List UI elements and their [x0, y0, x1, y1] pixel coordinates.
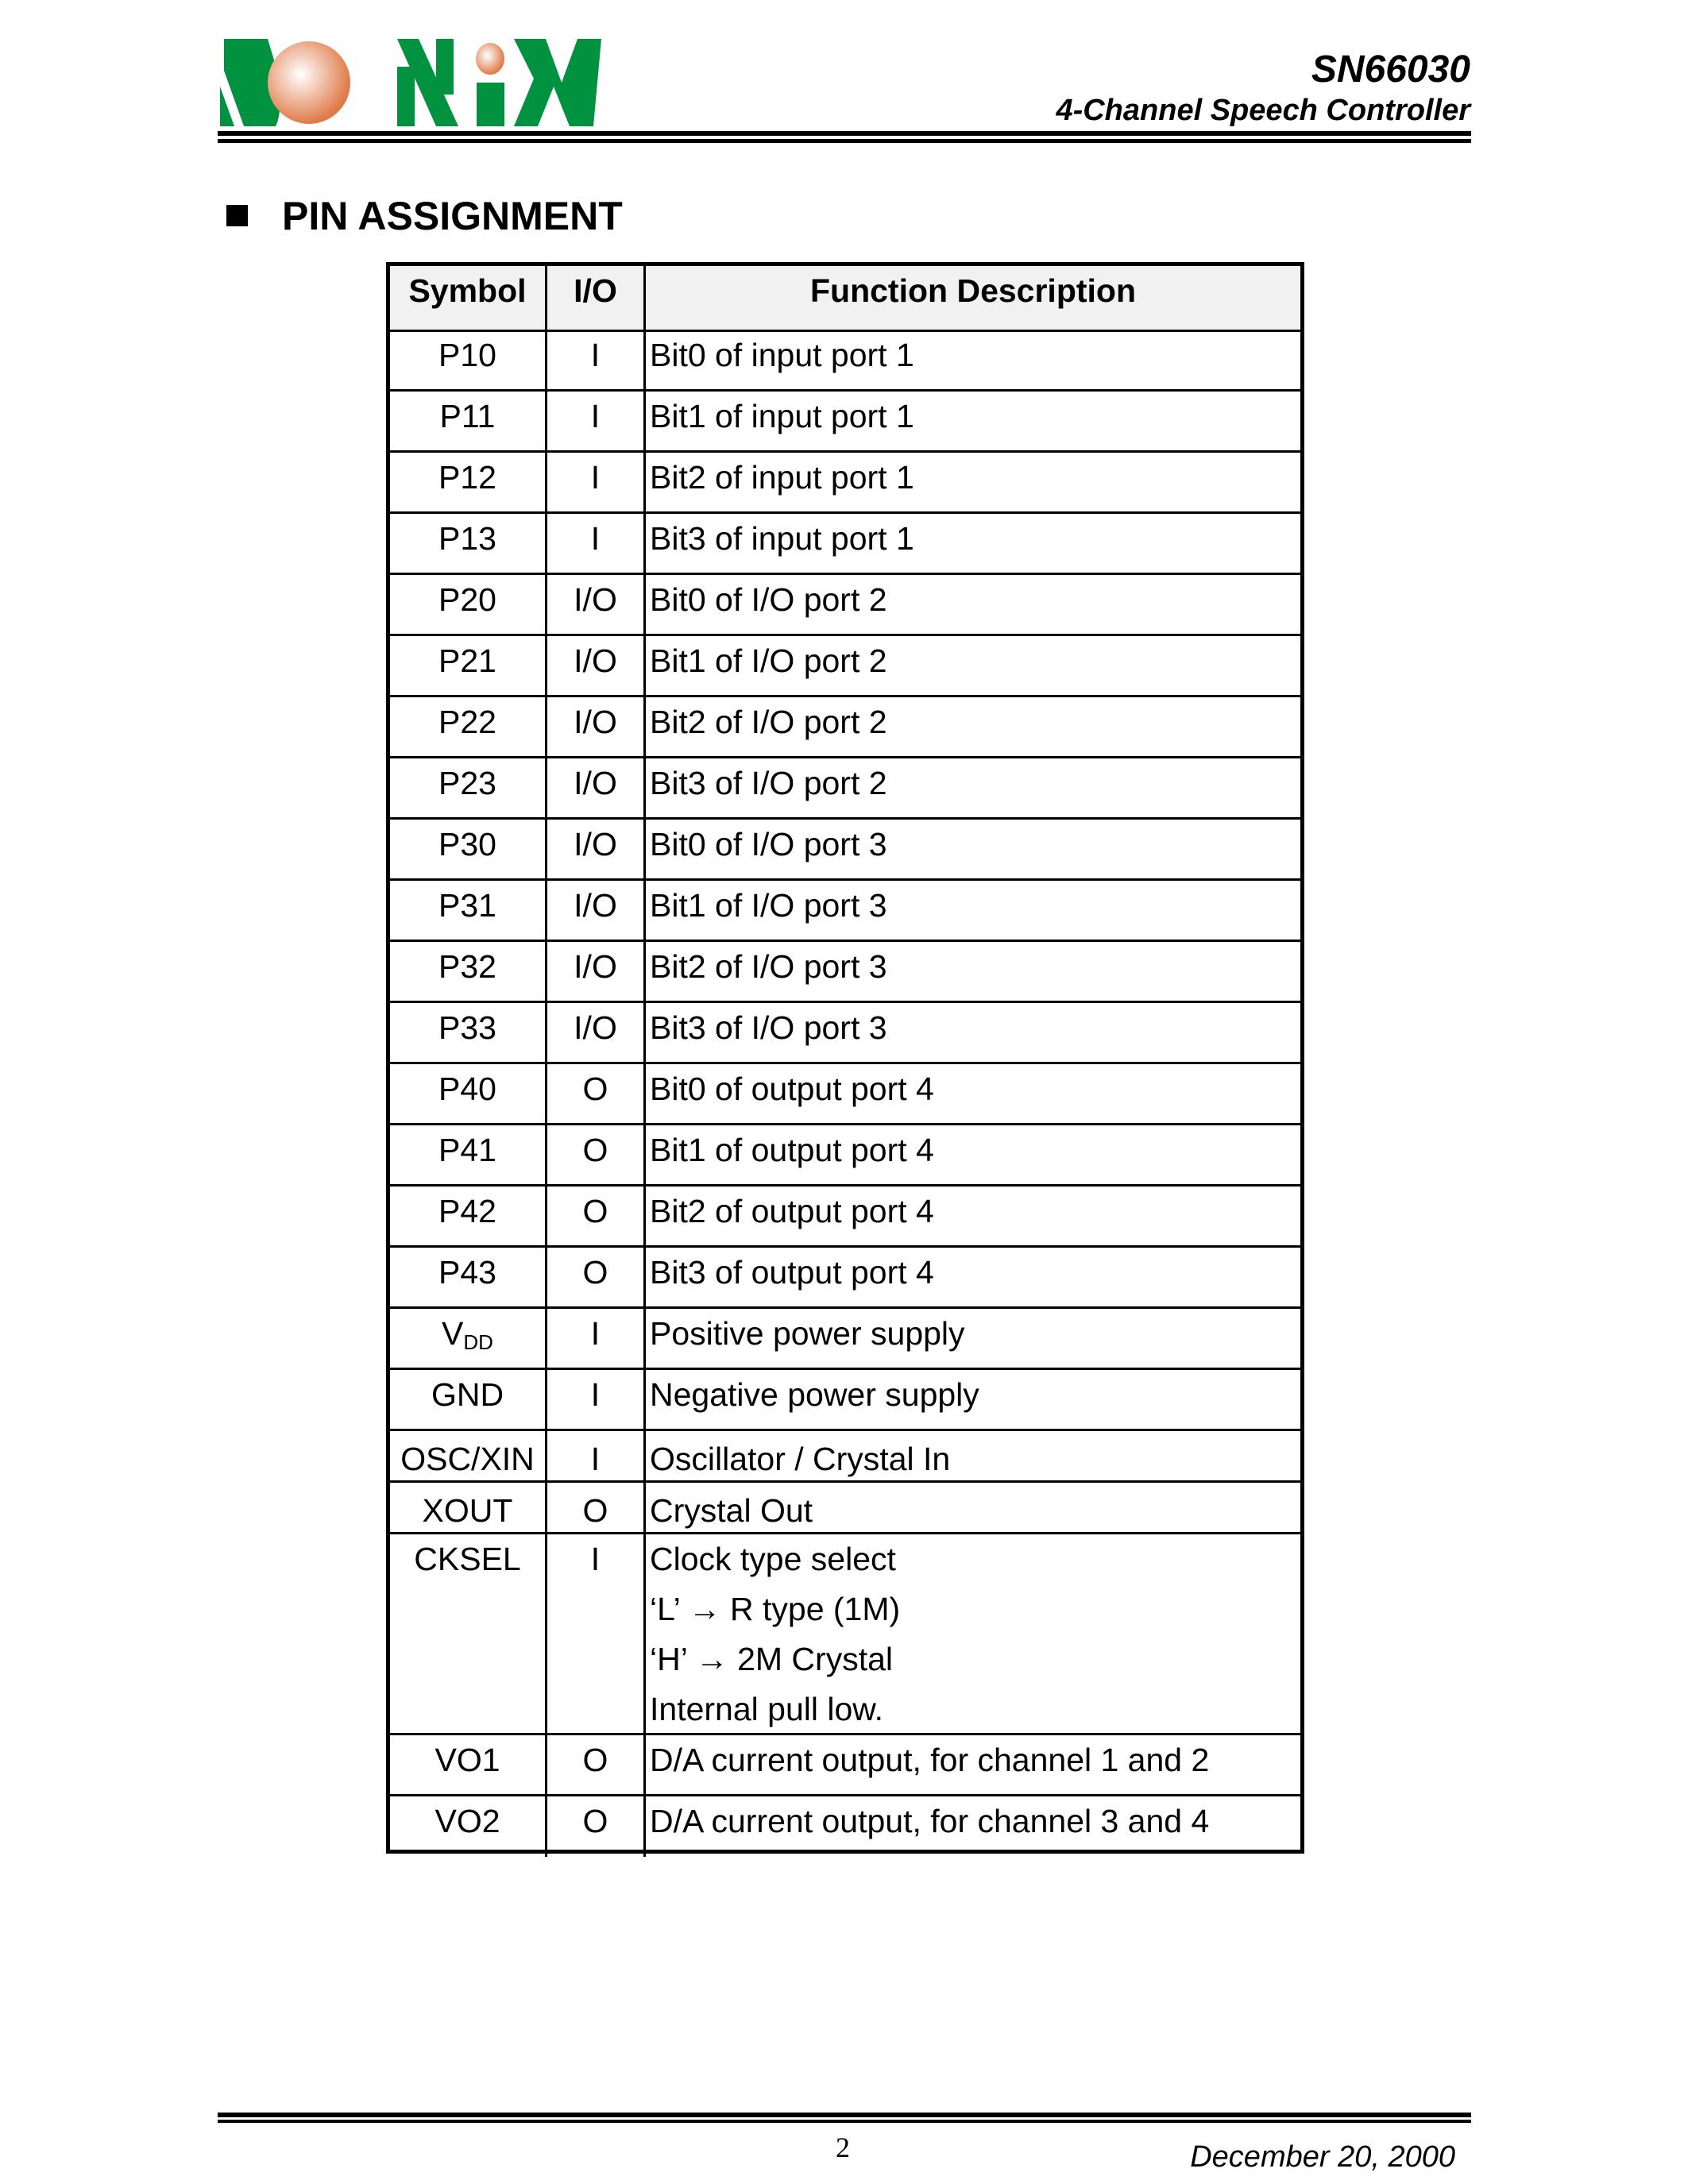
pin-symbol-text: P23 [438, 765, 496, 801]
description-line: Bit1 of output port 4 [650, 1132, 934, 1168]
header-description: Function Description [810, 272, 1136, 309]
pin-symbol [390, 1064, 547, 1123]
pin-description [646, 1735, 1300, 1794]
description-line: D/A current output, for channel 1 and 2 [650, 1742, 1210, 1778]
pin-description [646, 1003, 1300, 1062]
pin-symbol [390, 453, 547, 511]
table-row [390, 1431, 1300, 1483]
pin-symbol-subscript: DD [463, 1330, 493, 1354]
table-row [390, 697, 1300, 758]
description-line: Clock type select [650, 1541, 896, 1577]
pin-io: I [547, 453, 646, 511]
pin-symbol [390, 636, 547, 695]
pin-description [646, 1534, 1300, 1733]
pin-io: I/O [547, 575, 646, 634]
description-line: Internal pull low. [650, 1691, 884, 1727]
header-io: I/O [547, 266, 646, 330]
pin-description [646, 636, 1300, 695]
pin-description [646, 697, 1300, 756]
pin-symbol [390, 881, 547, 940]
description-line: Bit2 of I/O port 3 [650, 948, 887, 985]
table-row [390, 1064, 1300, 1125]
pin-symbol-text: P40 [438, 1071, 496, 1107]
table-row [390, 1483, 1300, 1534]
pin-io: I [547, 330, 646, 389]
pin-assignment-table [386, 262, 1304, 1854]
pin-symbol [390, 1796, 547, 1857]
pin-symbol-text: P22 [438, 704, 496, 740]
pin-io: O [547, 1483, 646, 1532]
pin-symbol [390, 575, 547, 634]
table-row [390, 392, 1300, 453]
table-row [390, 1125, 1300, 1187]
section-bullet-icon [226, 205, 248, 226]
pin-symbol-text: P30 [438, 826, 496, 862]
pin-io: I/O [547, 697, 646, 756]
pin-io: I [547, 1431, 646, 1480]
pin-symbol [390, 1248, 547, 1306]
description-line: Bit2 of output port 4 [650, 1193, 934, 1229]
document-subtitle: 4-Channel Speech Controller [1056, 94, 1470, 127]
description-line: Bit0 of I/O port 2 [650, 581, 887, 618]
pin-description [646, 1309, 1300, 1368]
header-rule-bottom [218, 139, 1471, 143]
table-row [390, 1735, 1300, 1796]
pin-symbol [390, 1370, 547, 1429]
footer-rule-top [218, 2113, 1471, 2117]
pin-io: I [547, 1370, 646, 1429]
pin-io: O [547, 1796, 646, 1857]
pin-symbol-text: CKSEL [414, 1541, 521, 1577]
table-row [390, 636, 1300, 697]
sonix-logo [220, 39, 625, 126]
pin-symbol-text: P31 [438, 887, 496, 924]
description-line: Bit0 of input port 1 [650, 337, 914, 373]
pin-symbol [390, 1187, 547, 1245]
pin-description [646, 453, 1300, 511]
pin-description [646, 758, 1300, 817]
pin-io: I/O [547, 881, 646, 940]
pin-symbol-text: OSC/XIN [400, 1441, 535, 1477]
table-header-row [390, 266, 1300, 332]
table-row [390, 1534, 1300, 1735]
pin-io: O [547, 1125, 646, 1184]
table-row [390, 453, 1300, 514]
pin-symbol-text: GND [431, 1376, 504, 1413]
description-line: Negative power supply [650, 1376, 979, 1413]
pin-symbol-text: P20 [438, 581, 496, 618]
pin-symbol-text: VO1 [435, 1742, 500, 1778]
pin-io: I/O [547, 1003, 646, 1062]
description-line: ‘H’ → 2M Crystal [650, 1641, 893, 1677]
description-line: Bit1 of input port 1 [650, 398, 914, 434]
pin-symbol-text: P32 [438, 948, 496, 985]
pin-io: I [547, 392, 646, 450]
footer-rule-bottom [218, 2120, 1471, 2123]
pin-symbol [390, 392, 547, 450]
pin-symbol-text: P41 [438, 1132, 496, 1168]
pin-description [646, 820, 1300, 878]
table-row [390, 1248, 1300, 1309]
pin-symbol [390, 330, 547, 389]
table-row [390, 1187, 1300, 1248]
description-line: Bit1 of I/O port 2 [650, 642, 887, 679]
pin-description [646, 575, 1300, 634]
description-line: Bit3 of input port 1 [650, 520, 914, 557]
pin-description [646, 1187, 1300, 1245]
pin-symbol [390, 1003, 547, 1062]
pin-io: I/O [547, 758, 646, 817]
header-rule-top [218, 131, 1471, 136]
description-line: D/A current output, for channel 3 and 4 [650, 1803, 1210, 1839]
pin-io: I [547, 1534, 646, 1733]
pin-description [646, 1248, 1300, 1306]
table-row [390, 758, 1300, 820]
pin-description [646, 1431, 1300, 1480]
pin-symbol-text: XOUT [422, 1492, 513, 1529]
pin-description [646, 330, 1300, 389]
pin-description [646, 1370, 1300, 1429]
description-line: Bit3 of I/O port 3 [650, 1009, 887, 1046]
description-line: Bit2 of input port 1 [650, 459, 914, 496]
pin-symbol [390, 1125, 547, 1184]
description-line: Bit0 of output port 4 [650, 1071, 934, 1107]
description-line: Bit3 of output port 4 [650, 1254, 934, 1291]
section-title: PIN ASSIGNMENT [282, 194, 623, 238]
pin-symbol [390, 1309, 547, 1368]
table-row [390, 1003, 1300, 1064]
pin-symbol [390, 942, 547, 1001]
pin-description [646, 1064, 1300, 1123]
description-line: Bit3 of I/O port 2 [650, 765, 887, 801]
pin-symbol [390, 820, 547, 878]
pin-description [646, 1796, 1300, 1857]
pin-io: O [547, 1187, 646, 1245]
pin-io: I/O [547, 820, 646, 878]
pin-symbol-text: P33 [438, 1009, 496, 1046]
table-row [390, 330, 1300, 392]
pin-io: I [547, 1309, 646, 1368]
pin-symbol-text: VO2 [435, 1803, 500, 1839]
table-row [390, 1796, 1300, 1857]
pin-symbol-text: P13 [438, 520, 496, 557]
pin-io: O [547, 1064, 646, 1123]
document-id: SN66030 [1311, 48, 1470, 91]
pin-symbol [390, 1534, 547, 1733]
description-line: Bit0 of I/O port 3 [650, 826, 887, 862]
table-row [390, 575, 1300, 636]
pin-symbol-text: V [442, 1315, 464, 1352]
pin-symbol [390, 1735, 547, 1794]
pin-io: O [547, 1248, 646, 1306]
pin-symbol-text: P10 [438, 337, 496, 373]
description-line: Crystal Out [650, 1492, 813, 1529]
description-line: Bit2 of I/O port 2 [650, 704, 887, 740]
pin-symbol [390, 697, 547, 756]
description-line: Oscillator / Crystal In [650, 1441, 951, 1477]
pin-description [646, 392, 1300, 450]
pin-symbol [390, 758, 547, 817]
pin-io: I/O [547, 636, 646, 695]
table-row [390, 1309, 1300, 1370]
pin-description [646, 942, 1300, 1001]
table-row [390, 820, 1300, 881]
pin-symbol [390, 1483, 547, 1532]
pin-symbol-text: P21 [438, 642, 496, 679]
pin-io: O [547, 1735, 646, 1794]
pin-symbol-text: P11 [439, 398, 496, 434]
pin-io: I/O [547, 942, 646, 1001]
table-row [390, 881, 1300, 942]
pin-symbol-text: P12 [438, 459, 496, 496]
header-symbol: Symbol [390, 266, 547, 330]
pin-symbol-text: P42 [438, 1193, 496, 1229]
table-row [390, 1370, 1300, 1431]
table-row [390, 514, 1300, 575]
table-row [390, 942, 1300, 1003]
pin-symbol-text: P43 [438, 1254, 496, 1291]
pin-io: I [547, 514, 646, 573]
footer-date: December 20, 2000 [1190, 2140, 1455, 2174]
pin-description [646, 514, 1300, 573]
description-line: Positive power supply [650, 1315, 965, 1352]
page-number: 2 [836, 2132, 850, 2163]
description-line: Bit1 of I/O port 3 [650, 887, 887, 924]
pin-description [646, 1125, 1300, 1184]
pin-symbol [390, 514, 547, 573]
description-line: ‘L’ → R type (1M) [650, 1591, 901, 1627]
pin-description [646, 1483, 1300, 1532]
pin-description [646, 881, 1300, 940]
pin-symbol [390, 1431, 547, 1480]
